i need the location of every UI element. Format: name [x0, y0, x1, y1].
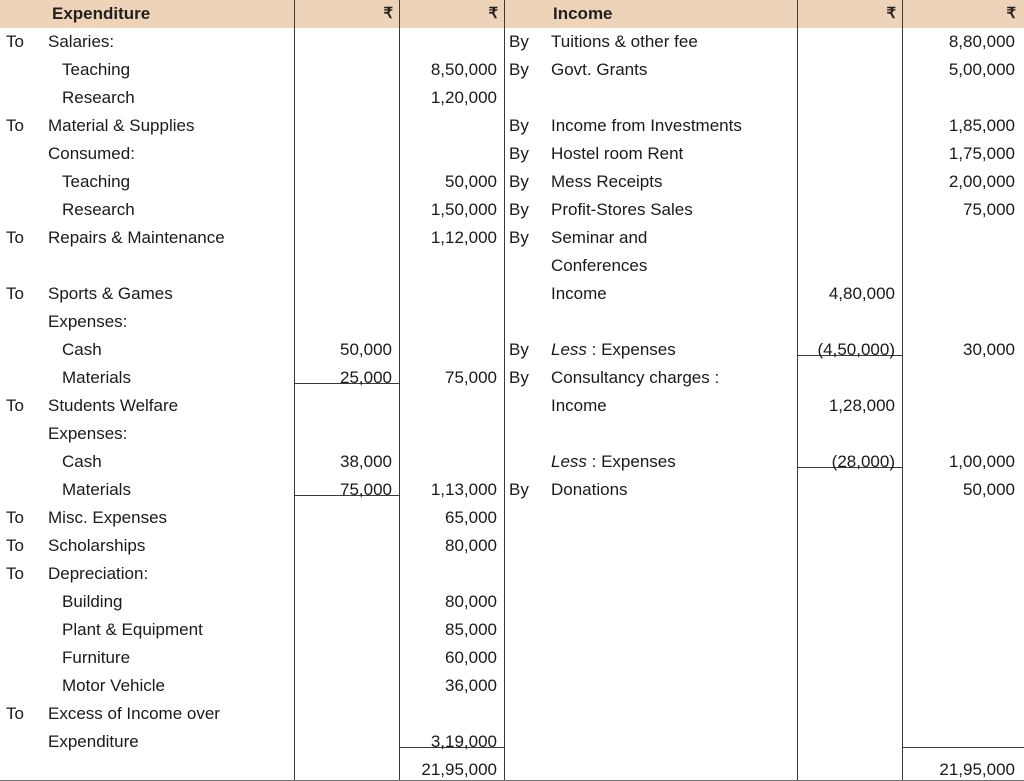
underline-income-total [902, 747, 1024, 748]
income-row-amount-2: 1,85,000 [948, 116, 1015, 135]
income-row-label: Govt. Grants [551, 60, 648, 79]
expenditure-row-amount-2: 1,12,000 [430, 228, 497, 247]
expenditure-row-amount-2: 60,000 [445, 648, 497, 667]
expenditure-row-label: Expenses: [48, 424, 128, 443]
expenditure-row-label: Research [62, 88, 135, 107]
column-header-currency-exp-2: ₹ [488, 5, 498, 22]
expenditure-row-prefix: To [6, 32, 24, 51]
expenditure-row-amount-1: 25,000 [340, 368, 392, 387]
income-row-amount-2: 50,000 [963, 480, 1015, 499]
income-row-amount-1: (28,000) [831, 452, 895, 471]
expenditure-row-label: Building [62, 592, 123, 611]
expenditure-row-label: Teaching [62, 60, 131, 79]
income-row-label: Consultancy charges : [551, 368, 720, 387]
income-row-prefix: By [509, 200, 529, 219]
expenditure-row-amount-1: 50,000 [340, 340, 392, 359]
income-row-label: Seminar and [551, 228, 648, 247]
income-row-label: Tuitions & other fee [551, 32, 698, 51]
expenditure-row-label: Excess of Income over [48, 704, 220, 723]
income-row-prefix: By [509, 60, 529, 79]
income-row-label: Income from Investments [551, 116, 742, 135]
income-row-amount-2: 1,00,000 [948, 452, 1015, 471]
expenditure-row-label: Depreciation: [48, 564, 149, 583]
income-row-label: Less : Expenses [551, 340, 676, 359]
column-header-currency-exp-1: ₹ [383, 5, 393, 22]
income-row-prefix: By [509, 228, 529, 247]
column-header-income: Income [553, 4, 613, 23]
expenditure-row-prefix: To [6, 228, 24, 247]
income-row-amount-2: 30,000 [963, 340, 1015, 359]
expenditure-row-label: Teaching [62, 172, 131, 191]
expenditure-row-label: Scholarships [48, 536, 146, 555]
expenditure-row-prefix: To [6, 508, 24, 527]
expenditure-row-label: Motor Vehicle [62, 676, 165, 695]
expenditure-row-label: Misc. Expenses [48, 508, 168, 527]
expenditure-row-amount-2: 75,000 [445, 368, 497, 387]
expenditure-row-label: Material & Supplies [48, 116, 195, 135]
income-row-prefix: By [509, 32, 529, 51]
income-row-label: Less : Expenses [551, 452, 676, 471]
expenditure-row-label: Expenses: [48, 312, 128, 331]
income-row-label: Mess Receipts [551, 172, 663, 191]
expenditure-row-amount-1: 38,000 [340, 452, 392, 471]
expenditure-row-label: Cash [62, 452, 102, 471]
income-row-label: Conferences [551, 256, 648, 275]
expenditure-row-label: Expenditure [48, 732, 139, 751]
expenditure-row-prefix: To [6, 284, 24, 303]
expenditure-row-label: Students Welfare [48, 396, 179, 415]
income-row-amount-2: 1,75,000 [948, 144, 1015, 163]
expenditure-row-label: Materials [62, 480, 131, 499]
expenditure-row-prefix: To [6, 116, 24, 135]
income-row-amount-1: (4,50,000) [817, 340, 895, 359]
income-row-prefix: By [509, 116, 529, 135]
expenditure-row-prefix: To [6, 536, 24, 555]
income-row-amount-2: 8,80,000 [948, 32, 1015, 51]
expenditure-row-amount-2: 1,20,000 [430, 88, 497, 107]
income-row-label: Donations [551, 480, 628, 499]
expenditure-row-amount-2: 21,95,000 [421, 760, 497, 779]
expenditure-row-prefix: To [6, 564, 24, 583]
expenditure-row-label: Furniture [62, 648, 131, 667]
expenditure-row-label: Repairs & Maintenance [48, 228, 225, 247]
income-row-label: Hostel room Rent [551, 144, 684, 163]
income-row-prefix: By [509, 144, 529, 163]
expenditure-row-label: Consumed: [48, 144, 135, 163]
vrule-inc-amount-1 [797, 0, 798, 781]
expenditure-row-amount-2: 85,000 [445, 620, 497, 639]
vrule-center-divider [504, 0, 505, 781]
income-row-label: Income [551, 284, 607, 303]
expenditure-row-amount-2: 1,50,000 [430, 200, 497, 219]
expenditure-row-amount-2: 50,000 [445, 172, 497, 191]
column-header-expenditure: Expenditure [52, 4, 151, 23]
income-row-prefix: By [509, 172, 529, 191]
income-row-amount-2: 75,000 [963, 200, 1015, 219]
income-row-amount-1: 4,80,000 [828, 284, 895, 303]
column-header-currency-inc-2: ₹ [1006, 5, 1016, 22]
expenditure-row-amount-2: 3,19,000 [430, 732, 497, 751]
income-row-prefix: By [509, 340, 529, 359]
expenditure-row-amount-2: 80,000 [445, 592, 497, 611]
income-row-label: Profit-Stores Sales [551, 200, 693, 219]
expenditure-row-label: Salaries: [48, 32, 115, 51]
expenditure-row-label: Research [62, 200, 135, 219]
expenditure-row-prefix: To [6, 396, 24, 415]
expenditure-row-label: Cash [62, 340, 102, 359]
income-row-prefix: By [509, 480, 529, 499]
income-row-amount-2: 2,00,000 [948, 172, 1015, 191]
income-row-label: Income [551, 396, 607, 415]
income-row-amount-1: 1,28,000 [828, 396, 895, 415]
expenditure-row-amount-2: 1,13,000 [430, 480, 497, 499]
income-row-prefix: By [509, 368, 529, 387]
income-row-label-emphasis: Less [551, 452, 587, 471]
expenditure-row-amount-2: 65,000 [445, 508, 497, 527]
expenditure-row-label: Materials [62, 368, 131, 387]
expenditure-row-amount-2: 36,000 [445, 676, 497, 695]
column-header-currency-inc-1: ₹ [886, 5, 896, 22]
expenditure-row-label: Plant & Equipment [62, 620, 203, 639]
expenditure-row-amount-2: 80,000 [445, 536, 497, 555]
income-grand-total: 21,95,000 [939, 760, 1015, 779]
income-row-label-emphasis: Less [551, 340, 587, 359]
expenditure-row-label: Sports & Games [48, 284, 173, 303]
expenditure-row-amount-1: 75,000 [340, 480, 392, 499]
income-row-amount-2: 5,00,000 [948, 60, 1015, 79]
expenditure-row-prefix: To [6, 704, 24, 723]
expenditure-row-amount-2: 8,50,000 [430, 60, 497, 79]
